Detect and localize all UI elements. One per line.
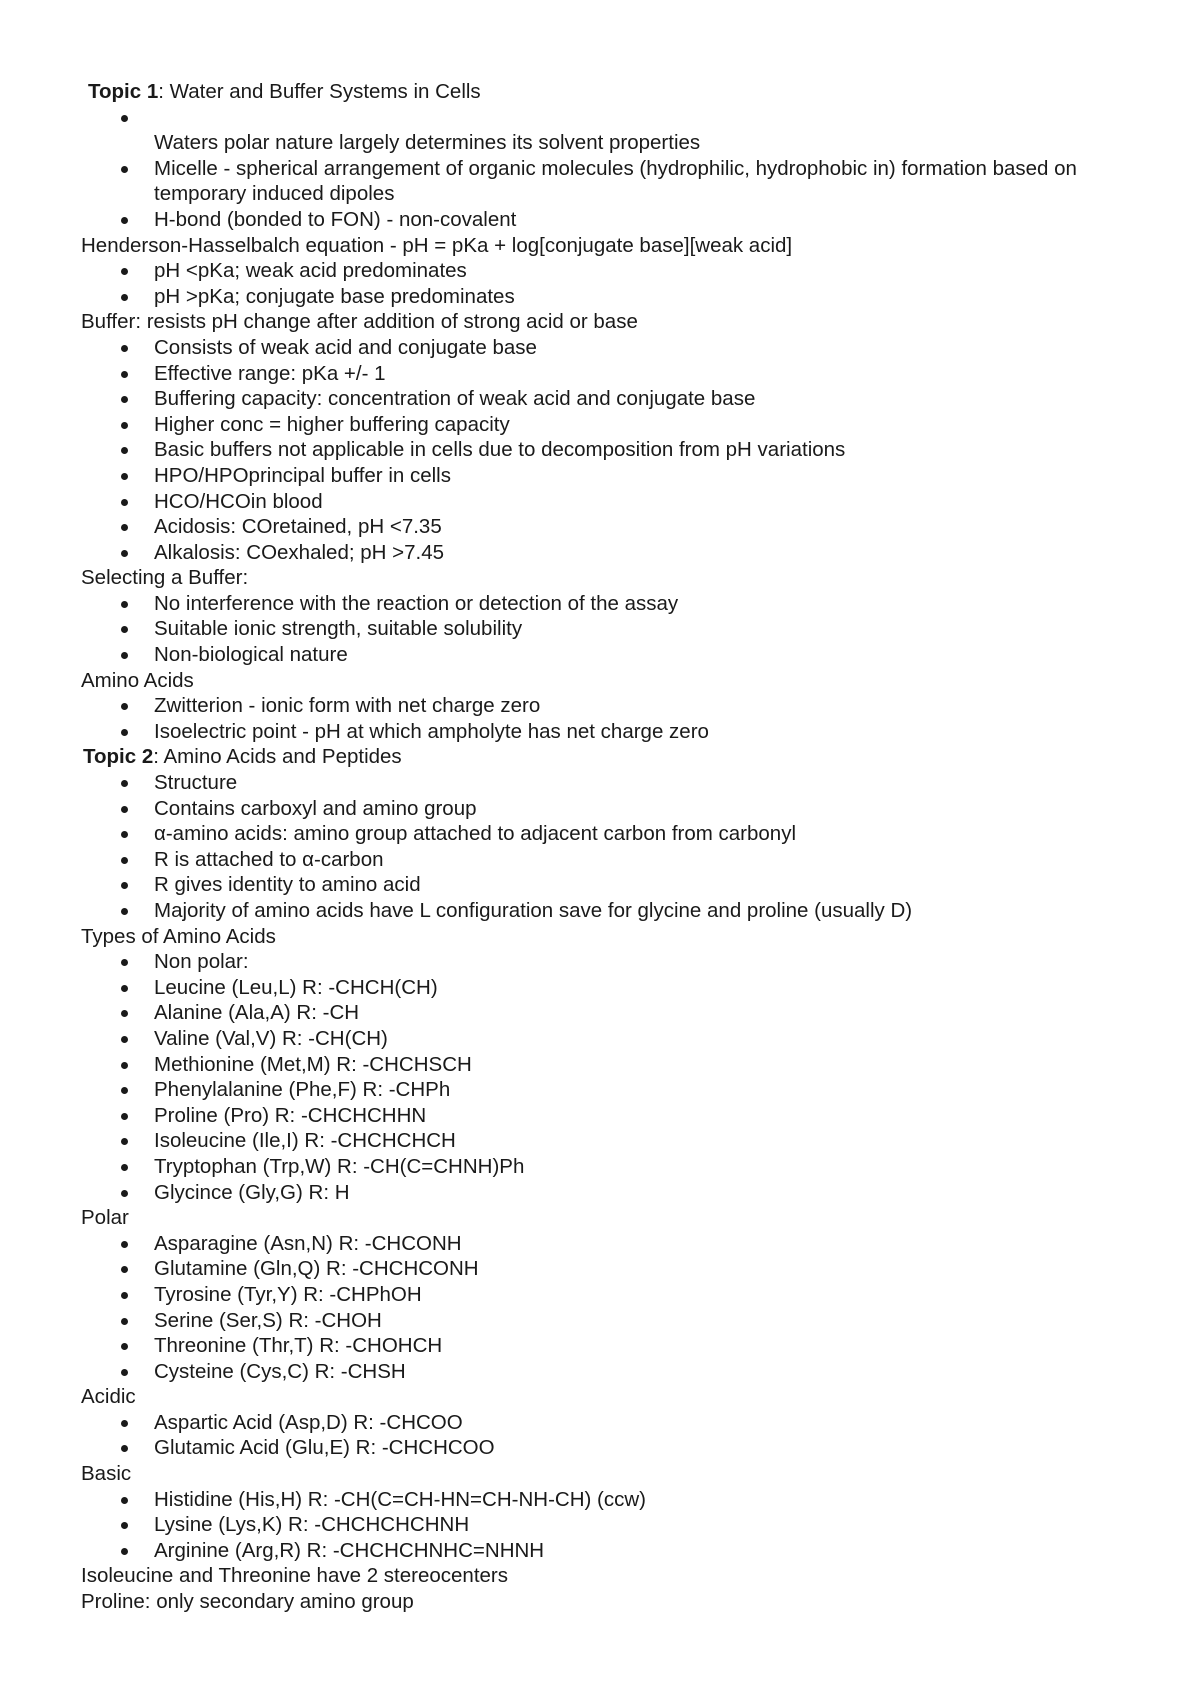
bullet-icon [121, 985, 128, 992]
list-item: Methionine (Met,M) R: -CHCHSCH [81, 1052, 1161, 1078]
list-item: Glutamic Acid (Glu,E) R: -CHCHCOO [81, 1435, 1161, 1461]
list-item: R gives identity to amino acid [81, 872, 1161, 898]
section-heading-amino: Amino Acids [81, 668, 194, 692]
bullet-icon [121, 780, 128, 787]
amino-list [81, 693, 1161, 744]
list-item: No interference with the reaction or detection of the assay [81, 591, 1161, 617]
list-item: Phenylalanine (Phe,F) R: -CHPh [81, 1077, 1161, 1103]
bullet-icon [121, 499, 128, 506]
types-list [81, 949, 1161, 1205]
list-item: Isoelectric point - pH at which ampholyte has net charge zero [81, 719, 1161, 745]
bullet-icon [121, 294, 128, 301]
document-body [81, 79, 1161, 1615]
bullet-icon [121, 908, 128, 915]
bullet-icon [121, 268, 128, 275]
topic-1-list-cont [81, 156, 1161, 233]
list-item: Contains carboxyl and amino group [81, 796, 1161, 822]
bullet-icon [121, 882, 128, 889]
list-item: Isoleucine (Ile,I) R: -CHCHCHCH [81, 1128, 1161, 1154]
bullet-icon [121, 959, 128, 966]
list-item: Glycince (Gly,G) R: H [81, 1180, 1161, 1206]
bullet-icon [121, 115, 128, 122]
bullet-icon [121, 1241, 128, 1248]
list-item: H-bond (bonded to FON) - non-covalent [81, 207, 1161, 233]
list-item: Tryptophan (Trp,W) R: -CH(C=CHNH)Ph [81, 1154, 1161, 1180]
buffer-list [81, 335, 1161, 565]
list-item: Higher conc = higher buffering capacity [81, 412, 1161, 438]
topic-1-label: Topic 1 [88, 80, 159, 103]
bullet-icon [121, 166, 128, 173]
bullet-icon [121, 371, 128, 378]
list-item: Serine (Ser,S) R: -CHOH [81, 1308, 1161, 1334]
polar-list [81, 1231, 1161, 1385]
list-item: pH <pKa; weak acid predominates [81, 258, 1161, 284]
topic-2-heading [81, 744, 1161, 770]
closing-line: Isoleucine and Threonine have 2 stereocenters [81, 1564, 508, 1588]
bullet-icon [121, 524, 128, 531]
bullet-icon [121, 1318, 128, 1325]
section-heading-polar: Polar [81, 1206, 129, 1230]
section-heading-buffer: Buffer: resists pH change after addition of strong acid or base [81, 310, 638, 334]
bullet-icon [121, 422, 128, 429]
topic-1-title: : Water and Buffer Systems in Cells [158, 80, 481, 103]
section-heading-acidic: Acidic [81, 1385, 136, 1409]
bullet-icon [121, 703, 128, 710]
list-item: Glutamine (Gln,Q) R: -CHCHCONH [81, 1256, 1161, 1282]
bullet-icon [121, 806, 128, 813]
bullet-icon [121, 1522, 128, 1529]
list-item: Micelle - spherical arrangement of organic molecules (hydrophilic, hydrophobic in) formation based on temporary induced dipoles [81, 156, 1161, 207]
topic-2-title: : Amino Acids and Peptides [153, 745, 402, 769]
bullet-icon [121, 857, 128, 864]
section-heading-hh: Henderson-Hasselbalch equation - pH = pKa + log[conjugate base][weak acid] [81, 233, 793, 257]
list-item: HPO/HPOprincipal buffer in cells [81, 463, 1161, 489]
bullet-icon [121, 1138, 128, 1145]
list-item: HCO/HCOin blood [81, 489, 1161, 515]
list-item: Histidine (His,H) R: -CH(C=CH-HN=CH-NH-CH) (ccw) [81, 1487, 1161, 1513]
hh-list [81, 258, 1161, 309]
bullet-icon [121, 550, 128, 557]
list-item: Alanine (Ala,A) R: -CH [81, 1000, 1161, 1026]
topic-1-list [81, 105, 1161, 131]
topic-2-label: Topic 2 [83, 745, 154, 769]
bullet-icon [121, 1292, 128, 1299]
bullet-icon [121, 1164, 128, 1171]
bullet-icon [121, 1062, 128, 1069]
bullet-icon [121, 1010, 128, 1017]
bullet-icon [121, 1087, 128, 1094]
topic-2-list [81, 770, 1161, 924]
bullet-icon [121, 1343, 128, 1350]
bullet-icon [121, 217, 128, 224]
bullet-icon [121, 601, 128, 608]
bullet-icon [121, 1036, 128, 1043]
list-item: Non polar: [81, 949, 1161, 975]
list-item: Valine (Val,V) R: -CH(CH) [81, 1026, 1161, 1052]
bullet-icon [121, 345, 128, 352]
list-item: Consists of weak acid and conjugate base [81, 335, 1161, 361]
list-item: Tyrosine (Tyr,Y) R: -CHPhOH [81, 1282, 1161, 1308]
list-item: Leucine (Leu,L) R: -CHCH(CH) [81, 975, 1161, 1001]
bullet-icon [121, 473, 128, 480]
list-item: Effective range: pKa +/- 1 [81, 361, 1161, 387]
list-item: Lysine (Lys,K) R: -CHCHCHCHNH [81, 1512, 1161, 1538]
list-item: Aspartic Acid (Asp,D) R: -CHCOO [81, 1410, 1161, 1436]
list-item: pH >pKa; conjugate base predominates [81, 284, 1161, 310]
list-item: Asparagine (Asn,N) R: -CHCONH [81, 1231, 1161, 1257]
bullet-icon [121, 1369, 128, 1376]
bullet-icon [121, 729, 128, 736]
bullet-icon [121, 1420, 128, 1427]
bullet-icon [121, 1497, 128, 1504]
list-item [81, 105, 1161, 131]
list-item: Alkalosis: COexhaled; pH >7.45 [81, 540, 1161, 566]
bullet-icon [121, 396, 128, 403]
list-item: Threonine (Thr,T) R: -CHOHCH [81, 1333, 1161, 1359]
list-item: Arginine (Arg,R) R: -CHCHCHNHC=NHNH [81, 1538, 1161, 1564]
basic-list [81, 1487, 1161, 1564]
bullet-icon [121, 447, 128, 454]
bullet-icon [121, 1445, 128, 1452]
list-item: Structure [81, 770, 1161, 796]
bullet-icon [121, 831, 128, 838]
bullet-icon [121, 1548, 128, 1555]
list-item: Acidosis: COretained, pH <7.35 [81, 514, 1161, 540]
list-item: α-amino acids: amino group attached to adjacent carbon from carbonyl [81, 821, 1161, 847]
list-item-continuation: Waters polar nature largely determines its solvent properties [154, 131, 701, 155]
list-item: Suitable ionic strength, suitable solubility [81, 616, 1161, 642]
topic-1-heading [81, 79, 1161, 105]
closing-line: Proline: only secondary amino group [81, 1590, 414, 1614]
bullet-icon [121, 626, 128, 633]
list-item: Cysteine (Cys,C) R: -CHSH [81, 1359, 1161, 1385]
section-heading-selecting: Selecting a Buffer: [81, 566, 249, 590]
list-item: Zwitterion - ionic form with net charge zero [81, 693, 1161, 719]
list-item: Buffering capacity: concentration of weak acid and conjugate base [81, 386, 1161, 412]
bullet-icon [121, 1190, 128, 1197]
bullet-icon [121, 1266, 128, 1273]
bullet-icon [121, 652, 128, 659]
list-item: R is attached to α-carbon [81, 847, 1161, 873]
list-item: Proline (Pro) R: -CHCHCHHN [81, 1103, 1161, 1129]
list-item: Basic buffers not applicable in cells due to decomposition from pH variations [81, 437, 1161, 463]
acidic-list [81, 1410, 1161, 1461]
list-item: Non-biological nature [81, 642, 1161, 668]
section-heading-basic: Basic [81, 1462, 132, 1486]
bullet-icon [121, 1113, 128, 1120]
selecting-list [81, 591, 1161, 668]
section-heading-types: Types of Amino Acids [81, 924, 276, 948]
list-item: Majority of amino acids have L configuration save for glycine and proline (usually D) [81, 898, 1161, 924]
